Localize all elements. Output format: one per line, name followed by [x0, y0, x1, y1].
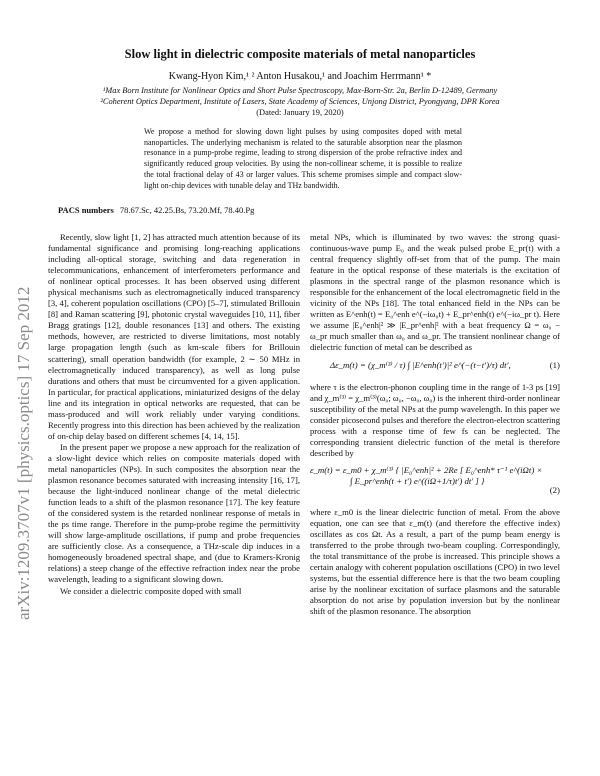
equation-2 — [310, 465, 560, 501]
intro-paragraph: Recently, slow light [1, 2] has attracted much attention because of its fundamental significance and promising long-reaching applications including all-optical storage, switching and data regeneration in telecommunications, enhancement of interferometers performance and of nonlinear optical processes. It has been observed using different physical mechanisms such as electromagnetically induced transparency [3, 4], coherent population oscillations (CPO) [5–7], stimulated Brillouin [8] and Raman scattering [9], photonic crystal waveguides [10, 11], fiber Bragg gratings [12], double resonances [13] and others. The existing methods, however, are restricted to diverse limitations, most notably large propagation length (such as km-scale fibers for Brillouin scattering), small operation bandwidth (for example, 2 ∼ 50 MHz in electromagnetically induced transparency), as well as long pulse durations and others that must be circumvented for a given application. In particular, for practical applications, miniaturized designs of the delay line and its integration in optical networks are requested, that can be mass-produced and will work reliably under varying conditions. Recently progress into this direction has been achieved by the realization of on-chip delay based on different schemes [4, 14, 15]. — [48, 232, 300, 441]
approach-paragraph: In the present paper we propose a new approach for the realization of a slow-light device which relies on composite materials doped with metal nanoparticles (NPs). In such composites the absorption near the plasmon resonance becomes saturated with increasing intensity [16, 17], because the light-induced nonlinear change of the metal dielectric function leads to a shift of the plasmon resonance [17]. The key feature of the considered system is the retarded nonlinear response of metals in the ps time range. Therefore in the pump-probe regime the permittivity will show large-amplitude oscillations, if pump and probe frequencies are sufficiently close. As a consequence, a THz-scale dip induces in a homogeneously broadened spectral shape, and (due to Kramers-Kronig relations) a steep change of the effective refraction index near the probe wavelength, leading to a significant slowing down. — [48, 441, 300, 585]
equation-2-number: (2) — [549, 484, 560, 495]
left-column — [48, 232, 300, 597]
equation-1-body: Δε_m(t) = (χ_m⁽³⁾ / τ) ∫ |E^enh(t′)|² e^(−(t−t′)/τ) dt′, — [330, 359, 511, 370]
pacs-values: 78.67.Sc, 42.25.Bs, 73.20.Mf, 78.40.Pg — [119, 205, 255, 215]
affiliation-2: ²Coherent Optics Department, Institute of Lasers, State Academy of Sciences, Unjong District, Pyongyang, DPR Korea — [100, 97, 500, 106]
pacs-line — [58, 205, 254, 215]
affiliation-1: ¹Max Born Institute for Nonlinear Optics and Short Pulse Spectroscopy, Max-Born-Str. 2a, Berlin D-12489, Germany — [102, 86, 498, 95]
author-list: Kwang-Hyon Kim,¹ ² Anton Husakou,¹ and Joachim Herrmann¹ * — [168, 71, 432, 82]
pacs-label: PACS numbers — [58, 205, 114, 215]
date-line: (Dated: January 19, 2020) — [256, 108, 344, 117]
susceptibility-paragraph: where τ is the electron-phonon coupling time in the range of 1-3 ps [19] and χ_m⁽³⁾ = χ_m⁽³⁾(ω₀; ω₀, −ω₀, ω₀) is the inherent third-order nonlinear susceptibility of the metal NPs at the pump wavelength. In this paper we consider picosecond pulses and therefore the electron-electron scattering process with a response time of few fs can be neglected. The corresponding transient dielectric function of the metal is therefore described by — [310, 381, 561, 458]
field-paragraph: metal NPs, which is illuminated by two waves: the strong quasi-continuous-wave pump E₀ and the weak pulsed probe E_pr(t) with a central frequency slightly off-set from that of the pump. The main feature in the optical response of these materials is the excitation of plasmons in the spectral range of the plasmon resonance which is responsible for the enhancement of the local electromagnetic field in the vicinity of the NPs [18]. The total enhanced field in the NPs can be written as E^enh(t) = E₀^enh e^(−iω₀t) + E_pr^enh(t) e^(−iω_pr t). Here we assume |E₀^enh|² ≫ |E_pr^enh|² with a beat frequency Ω = ω₀ − ω_pr much smaller than ω₀ and ω_pr. The transient nonlinear change of dielectric function of metal can be described as — [310, 232, 560, 353]
abstract: We propose a method for slowing down light pulses by using composites doped with metal nanoparticles. The underlying mechanism is related to the saturable absorption near the plasmon resonance in a pump-probe regime, leading to strong dispersion of the probe refractive index and significantly reduced group velocities. By using the non-collinear scheme, it is possible to realize the total fractional delay of 43 or larger values. This scheme promises simple and compact slow-light on-chip devices with tunable delay and THz bandwidth. — [144, 127, 462, 190]
paper-title: Slow light in dielectric composite materials of metal nanoparticles — [124, 47, 476, 61]
equation-1-number: (1) — [549, 359, 560, 370]
equation-1 — [310, 360, 560, 376]
coupling-paragraph: where ε_m0 is the linear dielectric function of metal. From the above equation, one can see that ε_m(t) (and therefore the effective index) oscillates as cos Ωt. As a result, a part of the pump beam energy is transferred to the probe through two-beam coupling. Correspondingly, the total transmittance of the probe is increased. This principle shows a certain analogy with coherent population oscillations (CPO) in two level systems, but the essential difference here is that the two beam coupling arise by the nonlinear excitation of surface plasmons and the saturable absorption do not arise by population inversion but by the nonlinear shift of the plasmon resonance. The absorption — [310, 506, 560, 617]
equation-2-line-1: ε_m(t) = ε_m0 + χ_m⁽³⁾ { |E₀^enh|² + 2Re [ E₀^enh* τ⁻¹ e^(iΩt) × — [310, 464, 543, 475]
arxiv-identifier: arXiv:1209.3707v1 [physics.optics] 17 Sep 2012 — [14, 286, 33, 620]
equation-2-line-2: ∫ E_pr^enh(t + t′) e^((iΩ+1/τ)t′) dt′ ] } — [350, 475, 485, 486]
arxiv-sidebar — [2, 175, 42, 625]
model-paragraph: We consider a dielectric composite doped with small — [60, 585, 242, 596]
right-column — [310, 232, 560, 617]
